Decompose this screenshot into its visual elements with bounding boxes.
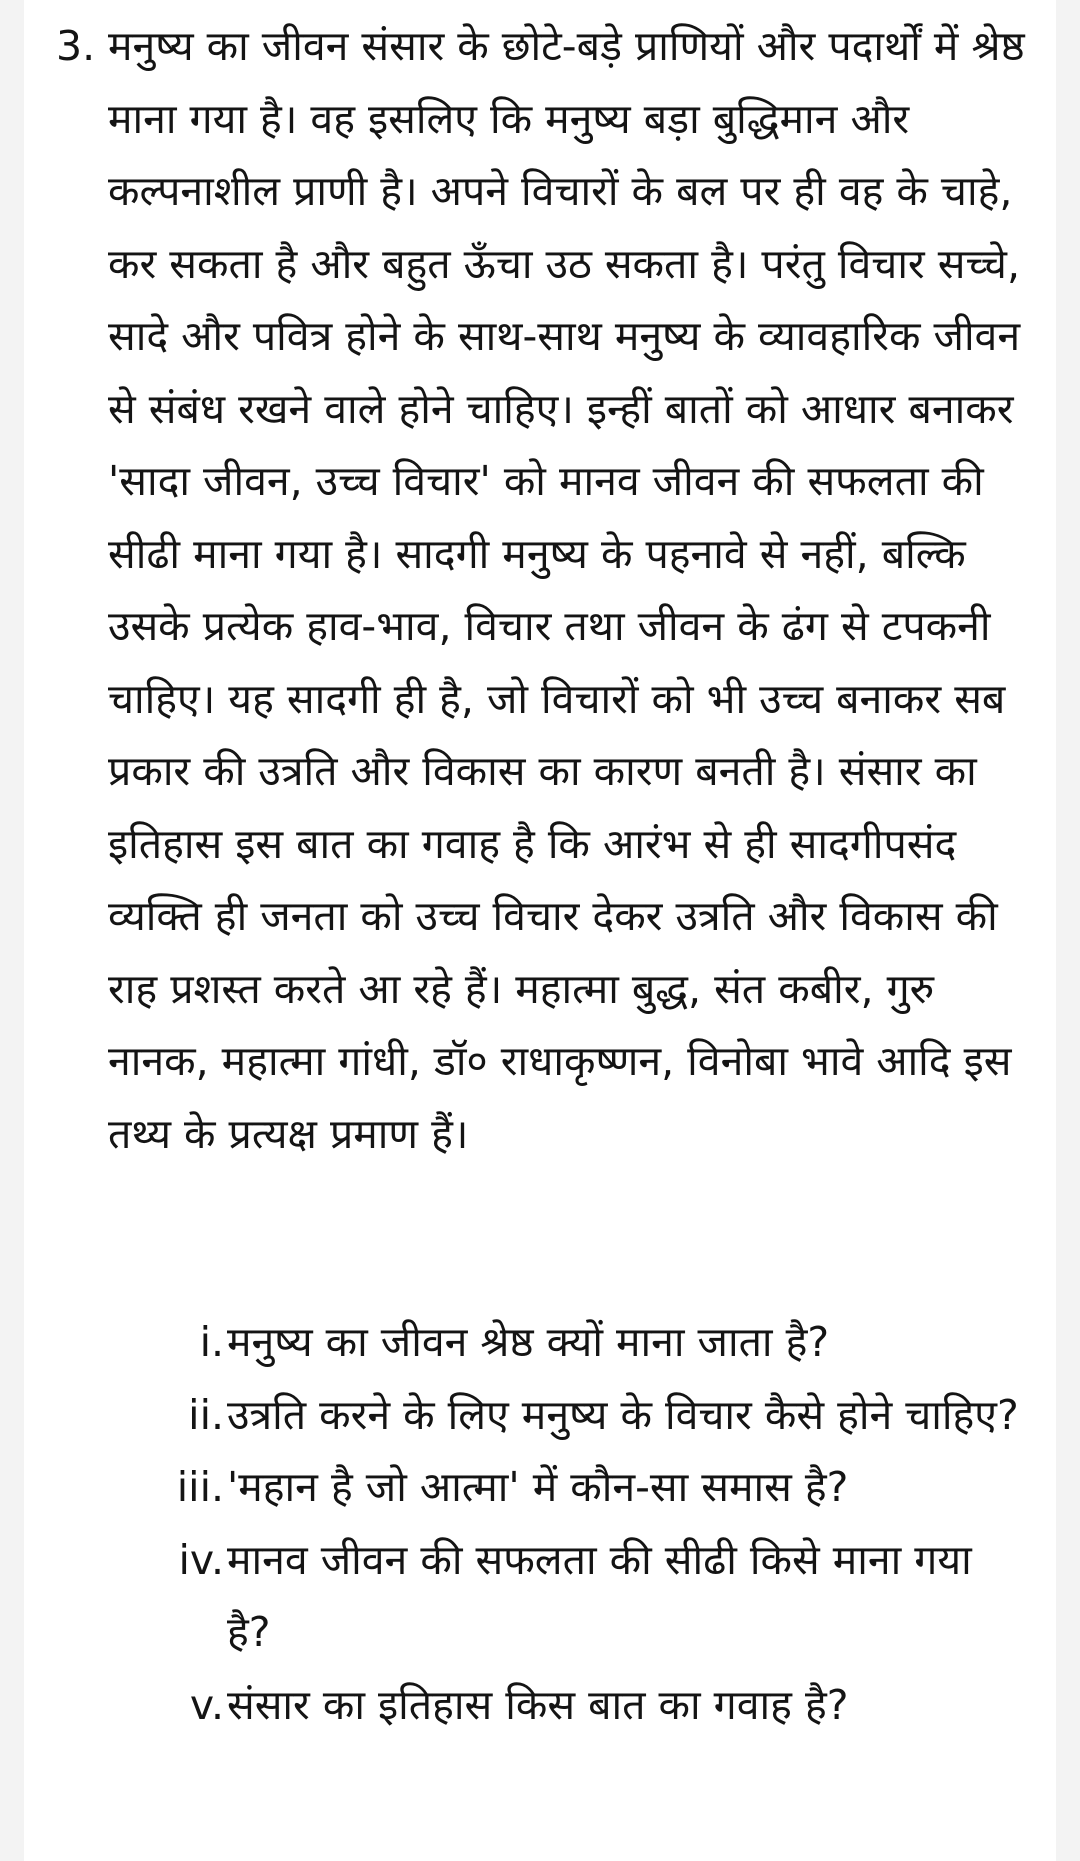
sub-question-item [24, 1379, 1027, 1452]
passage-text: मनुष्य का जीवन संसार के छोटे-बड़े प्राणियों और पदार्थों में श्रेष्ठ माना गया है। वह इसलिए कि मनुष्य बड़ा बुद्धिमान और कल्पनाशील प्राणी है। अपने विचारों के बल पर ही वह के चाहे, कर सकता है और बहुत ऊँचा उठ सकता है। परंतु विचार सच्चे, सादे और पवित्र होने के साथ-साथ मनुष्य के व्यावहारिक जीवन से संबंध रखने वाले होने चाहिए। इन्हीं बातों को आधार बनाकर 'सादा जीवन, उच्च विचार' को मानव जीवन की सफलता की सीढी माना गया है। सादगी मनुष्य के पहनावे से नहीं, बल्कि उसके प्रत्येक हाव-भाव, विचार तथा जीवन के ढंग से टपकनी चाहिए। यह सादगी ही है, जो विचारों को भी उच्च बनाकर सब प्रकार की उत्रति और विकास का कारण बनती है। संसार का इतिहास इस बात का गवाह है कि आरंभ से ही सादगीपसंद व्यक्ति ही जनता को उच्च विचार देकर उत्रति और विकास की राह प्रशस्त करते आ रहे हैं। महात्मा बुद्ध, संत कबीर, गुरु नानक, महात्मा गांधी, डॉ० राधाकृष्णन, विनोबा भावे आदि इस तथ्य के प्रत्यक्ष प्रमाण हैं। [108, 22, 1025, 1158]
sub-question-item [24, 1306, 1027, 1379]
sub-question-text: मानव जीवन की सफलता की सीढी किसे माना गया है? [227, 1535, 972, 1656]
sub-question-item [24, 1524, 1027, 1669]
sub-question-number: iii. [176, 1463, 224, 1511]
sub-question-item [24, 1669, 1027, 1742]
question-number: 3. [56, 22, 96, 70]
sub-question-number: v. [189, 1680, 224, 1729]
document-page [24, 0, 1056, 1861]
sub-question-text: 'महान है जो आत्मा' में कौन-सा समास है? [227, 1463, 849, 1511]
sub-question-item [24, 1451, 1027, 1524]
sub-question-list [24, 1306, 1056, 1741]
sub-question-text: संसार का इतिहास किस बात का गवाह है? [227, 1680, 849, 1729]
sub-question-text: उत्रति करने के लिए मनुष्य के विचार कैसे होने चाहिए? [227, 1390, 1019, 1439]
sub-question-number: i. [199, 1318, 224, 1366]
sub-question-number: iv. [178, 1535, 224, 1584]
sub-question-text: मनुष्य का जीवन श्रेष्ठ क्यों माना जाता है? [227, 1318, 830, 1366]
sub-question-number: ii. [188, 1390, 224, 1439]
